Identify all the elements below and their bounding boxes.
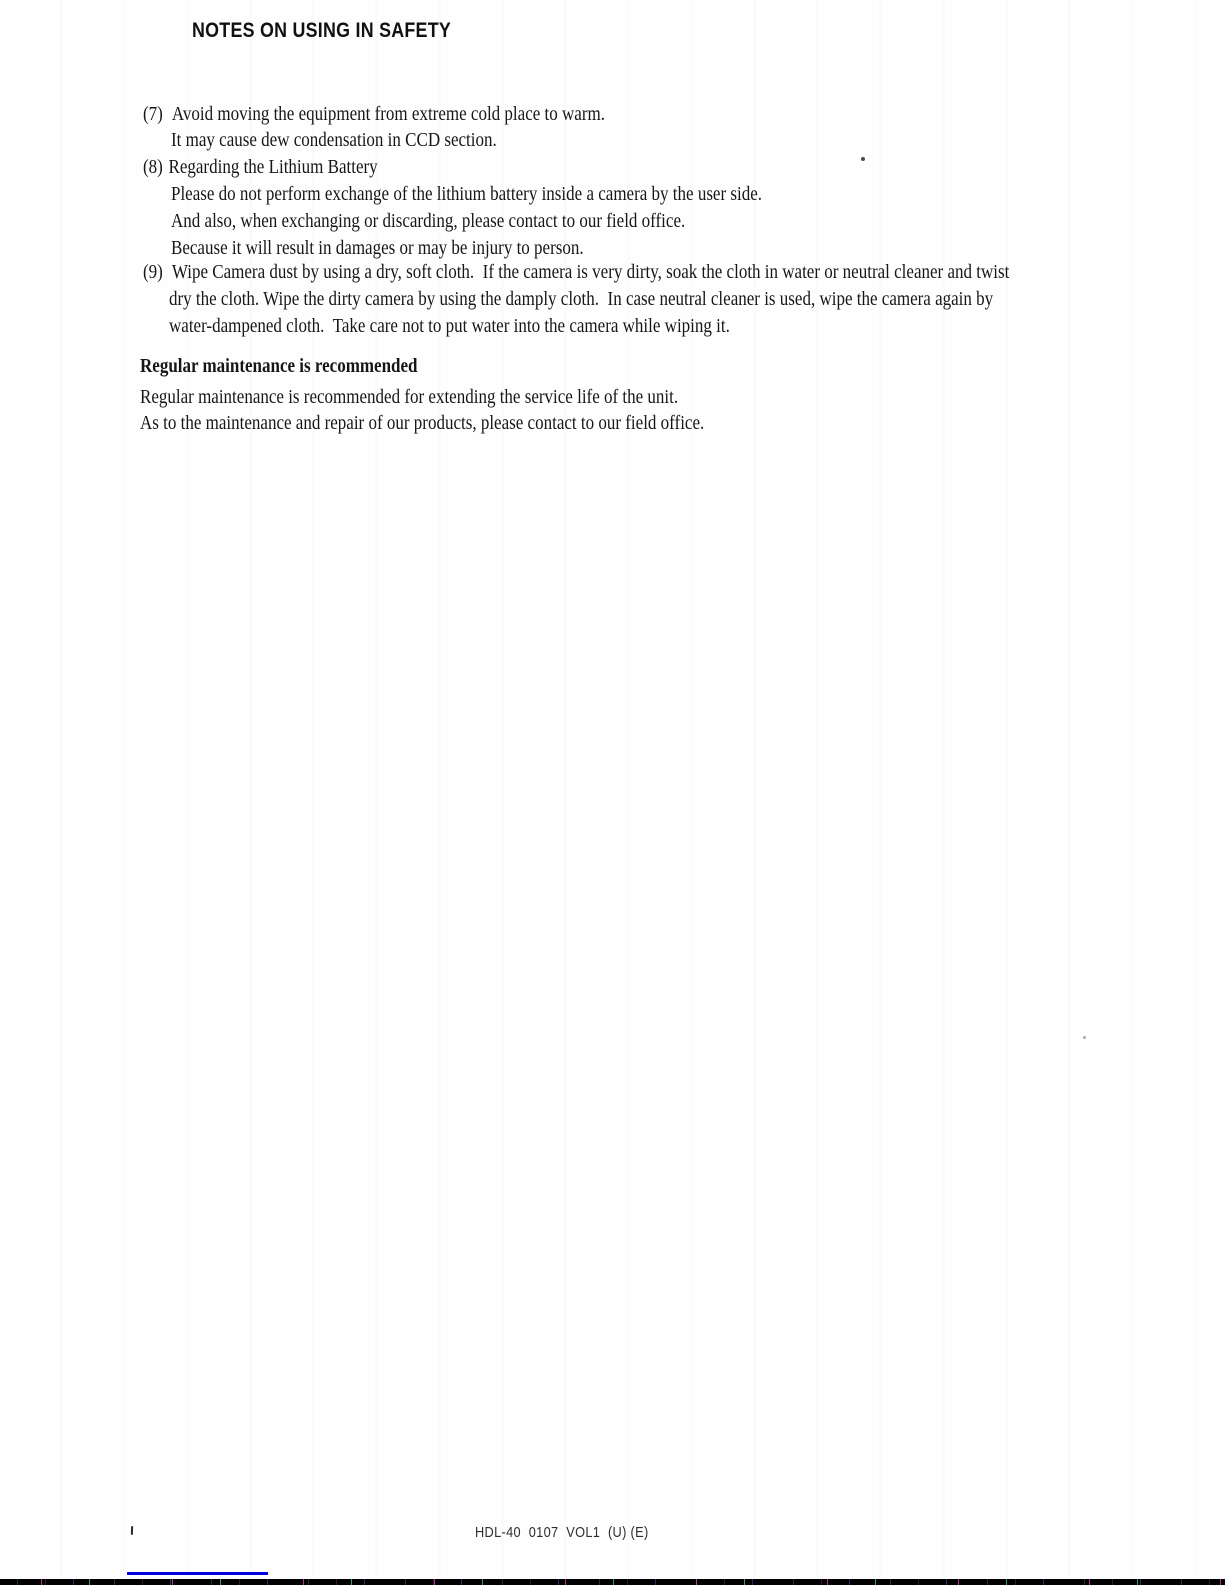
list-item-7-line-1 — [143, 103, 605, 126]
footer-tick-mark — [131, 1526, 133, 1535]
page-title: NOTES ON USING IN SAFETY — [192, 19, 452, 42]
list-item-7-text: Avoid moving the equipment from extreme cold place to warm. — [171, 103, 605, 125]
list-item-9-line-2: dry the cloth. Wipe the dirty camera by using the damply cloth. In case neutral cleaner is used, wipe the camera again by — [169, 288, 994, 310]
list-item-8-line-1 — [143, 156, 378, 179]
maintenance-line-1: Regular maintenance is recommended for extending the service life of the unit. — [140, 386, 679, 408]
list-item-7-number: (7) — [143, 103, 163, 125]
list-item-9-line-3: water-dampened cloth. Take care not to put water into the camera while wiping it. — [169, 315, 730, 337]
list-item-9-text: Wipe Camera dust by using a dry, soft cloth. If the camera is very dirty, soak the cloth in water or neutral cleaner and twist — [171, 261, 1010, 283]
list-item-8-line-4: Because it will result in damages or may be injury to person. — [171, 237, 584, 259]
list-item-9-number: (9) — [143, 261, 163, 283]
list-item-8-line-2: Please do not perform exchange of the lithium battery inside a camera by the user side. — [171, 183, 763, 205]
list-item-8-line-3: And also, when exchanging or discarding, please contact to our field office. — [171, 210, 686, 232]
scan-noise-bar — [0, 1579, 1225, 1585]
list-item-8-text: Regarding the Lithium Battery — [168, 156, 378, 178]
list-item-8-number: (8) — [143, 156, 163, 178]
blue-underline — [127, 1572, 268, 1575]
list-item-9-line-1 — [143, 261, 1009, 284]
maintenance-line-2: As to the maintenance and repair of our products, please contact to our field office. — [140, 412, 705, 434]
list-item-7-line-2: It may cause dew condensation in CCD section. — [171, 129, 497, 151]
maintenance-heading: Regular maintenance is recommended — [140, 355, 418, 377]
scan-speck — [861, 157, 865, 161]
scan-speck — [1083, 1036, 1086, 1039]
footer-document-code: HDL-40 0107 VOL1 (U) (E) — [475, 1524, 649, 1541]
